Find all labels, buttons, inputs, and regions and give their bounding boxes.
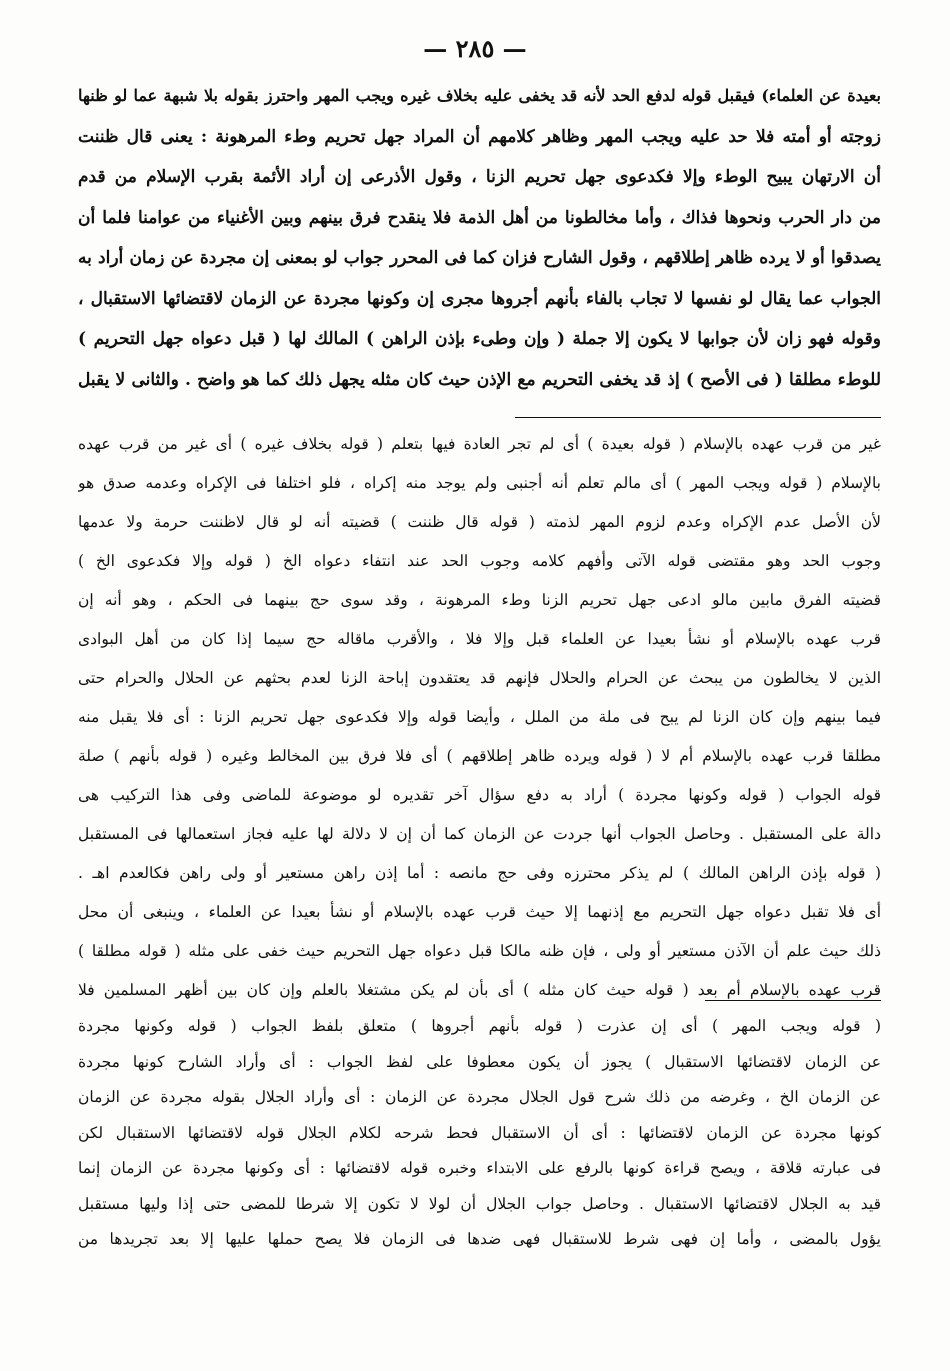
hashiya-line: قضيته الفرق مابين مالو ادعى جهل تحريم الزنا وطء المرهونة ، وقد سوى حج بينهما فى الحكم ، وهو أنه إن: [78, 591, 881, 609]
main-text-line: بعيدة عن العلماء) فيقبل قوله لدفع الحد لأنه قد يخفى عليه بخلاف غيره ويجب المهر واحترز بقوله بلا شبهة عما لو ظنها: [78, 86, 881, 105]
taqrir-line: قيد به الجلال لاقتضائها الاستقبال . وحاصل جواب الجلال أن لولا لا تكون إلا شرطا للمضى حتى إذا وليها مستقبل: [78, 1194, 881, 1213]
hashiya-line: دالة على المستقبل . وحاصل الجواب أنها جردت عن الزمان كما أن إن لا دلالة لها عليه فجاز استعمالها فى المستقبل: [78, 825, 881, 843]
taqrir-line: ( قوله ويجب المهر ) أى إن عذرت ( قوله بأنهم أجروها ) متعلق بلفظ الجواب ( قوله وكونها مجردة: [78, 1017, 881, 1035]
taqrir-line: كونها مجردة عن الزمان لاقتضائها : أى أن الاستقبال فحط شرحه لكلام الجلال قوله لاقتضائها الاستقبال لكن: [78, 1123, 881, 1142]
hashiya-line: بالإسلام ( قوله ويجب المهر ) أى مالم تعلم أنه أجنبى ولم يوجد منه إكراه ، فلو اختلفا فى الإكراه وعدمه صدق هو: [78, 474, 881, 492]
page-number: — ٢٨٥ —: [423, 34, 527, 63]
taqrir-notes: [78, 1009, 881, 1258]
hashiya-line: لأن الأصل عدم الإكراه وعدم لزوم المهر لذمته ( قوله قال ظننت ) قضيته أنه لو قال لاظننت حرمة ولا عدمها: [78, 513, 881, 531]
hashiya-line: غير من قرب عهده بالإسلام ( قوله بعيدة ) أى لم تجر العادة فيها بتعلم ( قوله بخلاف غيره ) أى غير من قرب عهده: [78, 435, 881, 453]
main-text-line: يصدقوا أو لا يرده ظاهر إطلاقهم ، وقول الشارح فزان كما فى المحرر جواب لو بمعنى إن مجردة عن زمان أراد به: [78, 248, 881, 268]
hashiya-line: ذلك حيث علم أن الآذن مستعير أو ولى ، فإن ظنه مالكا قبل دعواه جهل التحريم حيث خفى على مثله ( قوله مطلقا ): [78, 942, 881, 960]
main-text-line: أن الارتهان يبيح الوطء وإلا فكدعوى جهل تحريم الزنا ، وقول الأذرعى إن أراد الأئمة بقرب الإسلام من قدم: [78, 167, 881, 187]
main-text-line: من دار الحرب ونحوها فذاك ، وأما مخالطونا من أهل الذمة فلا ينقدح فرق بينهم وبين الأغنياء من عوامنا فلما أن: [78, 207, 881, 228]
taqrir-line: عن الزمان الخ ، وغرضه من ذلك شرح قول الجلال مجردة عن الزمان : أى وأراد الجلال بقوله مجردة عن الزمان: [78, 1088, 881, 1106]
main-text-line: للوطء مطلقا ( فى الأصح ) إذ قد يخفى التحريم مع الإذن حيث كان مثله يجهل ذلك كما هو واضح . والثانى لا يقبل: [78, 369, 881, 390]
separator-rule: [705, 1000, 881, 1001]
taqrir-line: يؤول بالمضى ، وأما إن فهى شرط للاستقبال فهى ضدها فى الزمان فلا يصح حملها عليها إلا بعد تجريدها من: [78, 1230, 881, 1248]
main-text: [78, 76, 881, 400]
main-text-line: الجواب عما يقال لو نفسها لا تجاب بالفاء بأنهم أجروها مجرى إن وكونها مجردة عن الزمان لاقتضائها الاستقبال ،: [78, 288, 881, 309]
main-text-line: وقوله فهو زان لأن جوابها لا يكون إلا جملة ( وإن وطىء بإذن الراهن ) المالك لها ( قبل دعواه جهل التحريم ): [78, 329, 881, 349]
taqrir-line: فى عبارته قلاقة ، ويصح قراءة كونها بالرفع على الابتداء وخبره قوله لاقتضائها : أى وكونها مجردة عن الزمان إنما: [78, 1159, 881, 1177]
hashiya-commentary: [78, 425, 881, 1010]
hashiya-line: قرب عهده بالإسلام أم بعد ( قوله حيث كان مثله ) أى بأن لم يكن مشتغلا بالعلم وإن كان بين أظهر المسلمين فلا: [78, 981, 881, 999]
main-text-line: زوجته أو أمته فلا حد عليه ويجب المهر وظاهر كلامهم أن المراد جهل تحريم وطء المرهونة : يعنى قال ظننت: [78, 126, 881, 147]
hashiya-line: ( قوله بإذن الراهن المالك ) لم يذكر محترزه وفى حج مانصه : أما إذن راهن مستعير أو ولى راهن فكالعدم اهـ .: [78, 864, 881, 882]
hashiya-line: قوله الجواب ( قوله وكونها مجردة ) أراد به دفع سؤال آخر تقديره لو موضوعة للماضى وفى هذا التركيب هى: [78, 786, 881, 804]
hashiya-line: قرب عهده بالإسلام أو نشأ بعيدا عن العلماء قبل وإلا فلا ، والأقرب ماقاله حج سيما إذا كان من أهل البوادى: [78, 630, 881, 648]
hashiya-line: مطلقا قرب عهده بالإسلام أم لا ( قوله ويرده ظاهر إطلاقهم ) أى فلا فرق بين المخالط وغيره ( قوله بأنهم ) صلة: [78, 747, 881, 765]
hashiya-line: فيما بينهم وإن كان الزنا لم يبح فى ملة من الملل ، وأيضا قوله وإلا فكدعوى جهل تحريم الزنا : أى فلا يقبل منه: [78, 708, 881, 726]
hashiya-line: أى فلا تقبل دعواه جهل التحريم مع إذنهما إلا حيث قرب عهده بالإسلام أو نشأ بعيدا عن العلماء ، وينبغى أن محل: [78, 903, 881, 921]
taqrir-line: عن الزمان لاقتضائها الاستقبال ) يجوز أن يكون معطوفا على لفظ الجواب : أى وأراد الشارح كونها مجردة: [78, 1052, 881, 1071]
hashiya-line: الذين لا يخالطون من يبحث عن الحرام والحلال فإنهم قد يعتقدون إباحة الزنا لعدم بحثهم عن الحلال والحرام حتى: [78, 669, 881, 687]
hashiya-line: وجوب الحد وهو مقتضى قوله الآتى وأفهم كلامه وجوب الحد عند انتفاء دعواه الخ ( قوله وإلا فكدعوى الخ ): [78, 552, 881, 570]
separator-rule: [515, 417, 881, 418]
